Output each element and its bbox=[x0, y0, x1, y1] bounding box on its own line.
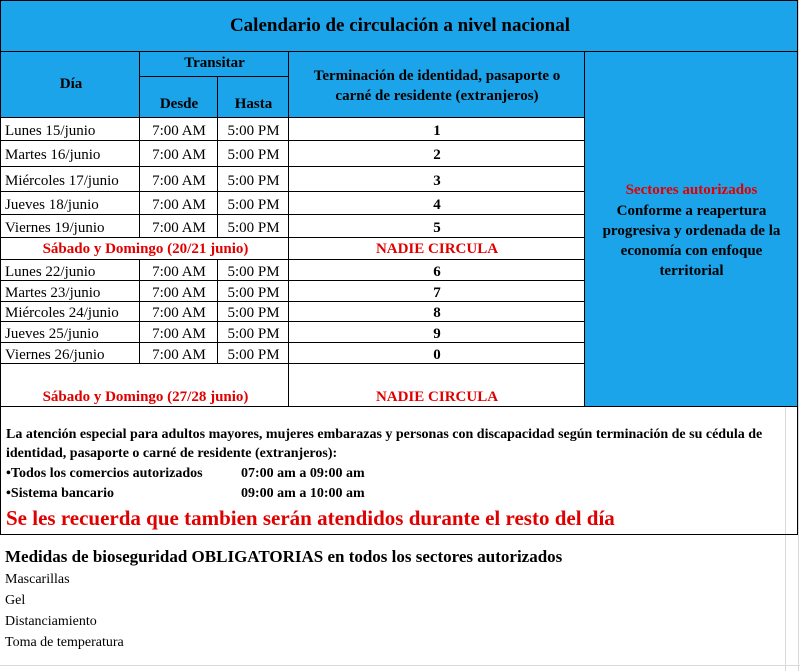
row-day-cell bbox=[0, 281, 140, 302]
header-desde: Desde bbox=[140, 77, 218, 118]
row-to: 5:00 PM bbox=[227, 305, 280, 321]
row-day: Jueves 18/junio bbox=[5, 197, 99, 213]
sectors-title: Sectores autorizados bbox=[625, 182, 758, 198]
row-day-cell bbox=[0, 215, 140, 238]
row-digit: 8 bbox=[433, 305, 441, 321]
row-from-cell bbox=[140, 118, 218, 141]
weekend2-label-cell: Sábado y Domingo (27/28 junio) bbox=[0, 364, 289, 407]
weekend1-label-cell: Sábado y Domingo (20/21 junio) bbox=[0, 238, 289, 260]
row-from: 7:00 AM bbox=[152, 220, 206, 236]
row-digit-cell bbox=[289, 192, 585, 215]
biosafety-item: Distanciamiento bbox=[5, 614, 97, 629]
row-from: 7:00 AM bbox=[152, 197, 206, 213]
page-title: Calendario de circulación a nivel nacional bbox=[229, 15, 571, 36]
row-from: 7:00 AM bbox=[152, 305, 206, 321]
row-digit: 7 bbox=[433, 285, 441, 301]
row-day: Martes 23/junio bbox=[5, 285, 101, 301]
row-from: 7:00 AM bbox=[152, 123, 206, 139]
row-from: 7:00 AM bbox=[152, 173, 206, 189]
row-digit-cell bbox=[289, 343, 585, 364]
row-to-cell bbox=[218, 322, 289, 343]
row-day: Jueves 25/junio bbox=[5, 326, 99, 342]
row-day: Viernes 19/junio bbox=[5, 220, 105, 236]
row-day: Lunes 22/junio bbox=[5, 264, 96, 280]
sectors-panel bbox=[585, 52, 798, 407]
row-digit: 2 bbox=[433, 147, 441, 163]
row-from: 7:00 AM bbox=[152, 264, 206, 280]
row-digit-cell bbox=[289, 215, 585, 238]
row-to-cell bbox=[218, 260, 289, 281]
row-to: 5:00 PM bbox=[227, 285, 280, 301]
row-to: 5:00 PM bbox=[227, 220, 280, 236]
row-to: 5:00 PM bbox=[227, 264, 280, 280]
header-hasta: Hasta bbox=[218, 77, 289, 118]
row-digit: 1 bbox=[433, 123, 441, 139]
row-to: 5:00 PM bbox=[227, 173, 280, 189]
row-to: 5:00 PM bbox=[227, 197, 280, 213]
row-to-cell bbox=[218, 215, 289, 238]
row-from: 7:00 AM bbox=[152, 347, 206, 363]
row-digit-cell bbox=[289, 167, 585, 192]
row-from-cell bbox=[140, 343, 218, 364]
row-digit: 0 bbox=[433, 347, 441, 363]
row-day-cell bbox=[0, 322, 140, 343]
row-from-cell bbox=[140, 215, 218, 238]
row-to-cell bbox=[218, 167, 289, 192]
row-day-cell bbox=[0, 118, 140, 141]
row-from-cell bbox=[140, 281, 218, 302]
row-day-cell bbox=[0, 167, 140, 192]
row-from-cell bbox=[140, 192, 218, 215]
row-day: Martes 16/junio bbox=[5, 147, 101, 163]
row-from-cell bbox=[140, 322, 218, 343]
biosafety-section bbox=[0, 535, 798, 665]
header-dia: Día bbox=[0, 52, 140, 118]
row-day-cell bbox=[0, 343, 140, 364]
weekend2-status-cell: NADIE CIRCULA bbox=[289, 364, 585, 407]
special-attention-section bbox=[0, 407, 798, 535]
special-item2-time: 09:00 am a 10:00 am bbox=[241, 486, 365, 501]
row-day: Miércoles 24/junio bbox=[5, 305, 119, 321]
biosafety-title: Medidas de bioseguridad OBLIGATORIAS en todos los sectores autorizados bbox=[5, 547, 563, 566]
header-transitar: Transitar bbox=[140, 52, 289, 77]
row-digit-cell bbox=[289, 302, 585, 322]
row-digit-cell bbox=[289, 322, 585, 343]
row-from: 7:00 AM bbox=[152, 147, 206, 163]
row-digit: 5 bbox=[433, 220, 441, 236]
row-digit: 3 bbox=[433, 173, 441, 189]
row-day-cell bbox=[0, 192, 140, 215]
row-day: Viernes 26/junio bbox=[5, 347, 105, 363]
special-intro: La atención especial para adultos mayores, mujeres embarazas y personas con discapacidad según terminación de su cédula de identidad, pasaporte o carné de residente (extranjeros): bbox=[6, 427, 763, 461]
row-from-cell bbox=[140, 260, 218, 281]
row-digit-cell bbox=[289, 260, 585, 281]
row-digit-cell bbox=[289, 118, 585, 141]
row-digit-cell bbox=[289, 281, 585, 302]
biosafety-item: Toma de temperatura bbox=[5, 635, 124, 650]
row-day: Lunes 15/junio bbox=[5, 123, 96, 139]
special-item2-label: •Sistema bancario bbox=[6, 486, 114, 501]
row-day-cell bbox=[0, 260, 140, 281]
row-to-cell bbox=[218, 141, 289, 167]
biosafety-item: Mascarillas bbox=[5, 572, 70, 587]
row-from-cell bbox=[140, 141, 218, 167]
row-to-cell bbox=[218, 343, 289, 364]
row-from: 7:00 AM bbox=[152, 326, 206, 342]
special-item1-time: 07:00 am a 09:00 am bbox=[241, 466, 365, 481]
special-item1-label: •Todos los comercios autorizados bbox=[6, 466, 203, 481]
row-to: 5:00 PM bbox=[227, 347, 280, 363]
row-from: 7:00 AM bbox=[152, 285, 206, 301]
row-digit: 9 bbox=[433, 326, 441, 342]
sheet-gridline bbox=[0, 665, 800, 666]
row-digit: 6 bbox=[433, 264, 441, 280]
row-day-cell bbox=[0, 302, 140, 322]
row-to-cell bbox=[218, 302, 289, 322]
row-to: 5:00 PM bbox=[227, 123, 280, 139]
biosafety-item: Gel bbox=[5, 593, 26, 608]
row-day: Miércoles 17/junio bbox=[5, 173, 119, 189]
row-to-cell bbox=[218, 192, 289, 215]
row-from-cell bbox=[140, 167, 218, 192]
weekend1-status-cell: NADIE CIRCULA bbox=[289, 238, 585, 260]
special-reminder: Se les recuerda que tambien serán atendidos durante el resto del día bbox=[6, 506, 615, 530]
row-to-cell bbox=[218, 118, 289, 141]
row-digit-cell bbox=[289, 141, 585, 167]
sectors-text: Conforme a reapertura progresiva y ordenada de la economía con enfoque territorial bbox=[602, 203, 781, 279]
row-to-cell bbox=[218, 281, 289, 302]
row-day-cell bbox=[0, 141, 140, 167]
row-from-cell bbox=[140, 302, 218, 322]
row-to: 5:00 PM bbox=[227, 147, 280, 163]
sheet-gridline bbox=[798, 0, 799, 671]
row-digit: 4 bbox=[433, 197, 441, 213]
title-bar bbox=[0, 0, 798, 52]
row-to: 5:00 PM bbox=[227, 326, 280, 342]
header-terminacion: Terminación de identidad, pasaporte o carné de residente (extranjeros) bbox=[289, 52, 585, 118]
